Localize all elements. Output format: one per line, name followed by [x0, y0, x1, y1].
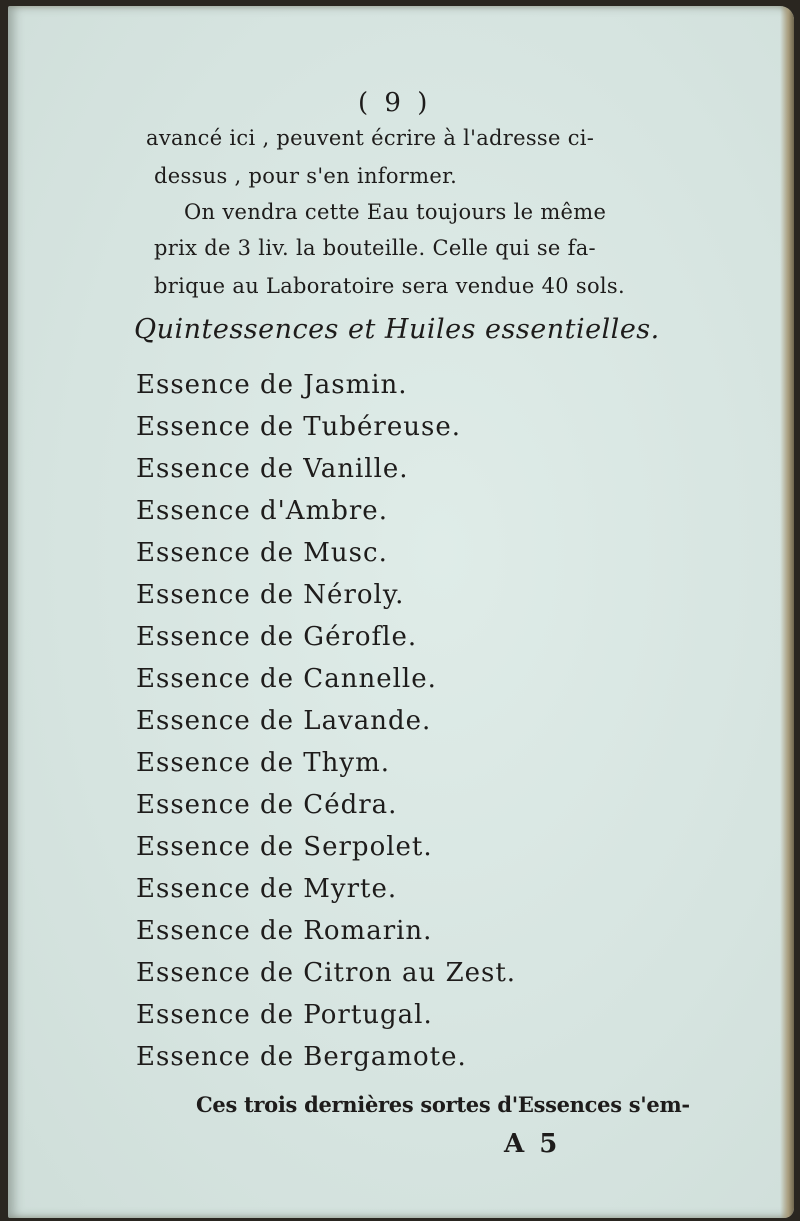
essence-entry: Essence de Romarin.: [136, 916, 433, 946]
paragraph-line: dessus , pour s'en informer.: [154, 164, 458, 188]
essence-entry: Essence de Gérofle.: [136, 622, 418, 652]
essence-entry: Essence de Musc.: [136, 538, 388, 568]
essence-entry: Essence de Vanille.: [136, 454, 409, 484]
paragraph-line: avancé ici , peuvent écrire à l'adresse ci-: [146, 126, 595, 150]
footer-line: Ces trois dernières sortes d'Essences s'em-: [196, 1092, 690, 1117]
paragraph-line: On vendra cette Eau toujours le même: [184, 200, 607, 224]
essence-entry: Essence de Néroly.: [136, 580, 405, 610]
essence-entry: Essence de Citron au Zest.: [136, 958, 517, 988]
essence-entry: Essence d'Ambre.: [136, 496, 388, 526]
essence-entry: Essence de Cédra.: [136, 790, 398, 820]
essence-entry: Essence de Cannelle.: [136, 664, 437, 694]
paragraph-line: prix de 3 liv. la bouteille. Celle qui se fa-: [154, 236, 596, 260]
essence-entry: Essence de Portugal.: [136, 1000, 433, 1030]
essence-entry: Essence de Lavande.: [136, 706, 432, 736]
essence-entry: Essence de Myrte.: [136, 874, 398, 904]
essence-entry: Essence de Jasmin.: [136, 370, 408, 400]
book-page: [8, 6, 794, 1218]
essence-entry: Essence de Bergamote.: [136, 1042, 467, 1072]
paragraph-line: brique au Laboratoire sera vendue 40 sols.: [154, 274, 625, 298]
section-heading: Quintessences et Huiles essentielles.: [134, 314, 660, 345]
essence-entry: Essence de Tubéreuse.: [136, 412, 461, 442]
page-edge: [780, 6, 794, 1218]
page-number: ( 9 ): [358, 88, 432, 118]
essence-entry: Essence de Serpolet.: [136, 832, 433, 862]
signature-mark: A 5: [504, 1129, 561, 1159]
essence-entry: Essence de Thym.: [136, 748, 390, 778]
